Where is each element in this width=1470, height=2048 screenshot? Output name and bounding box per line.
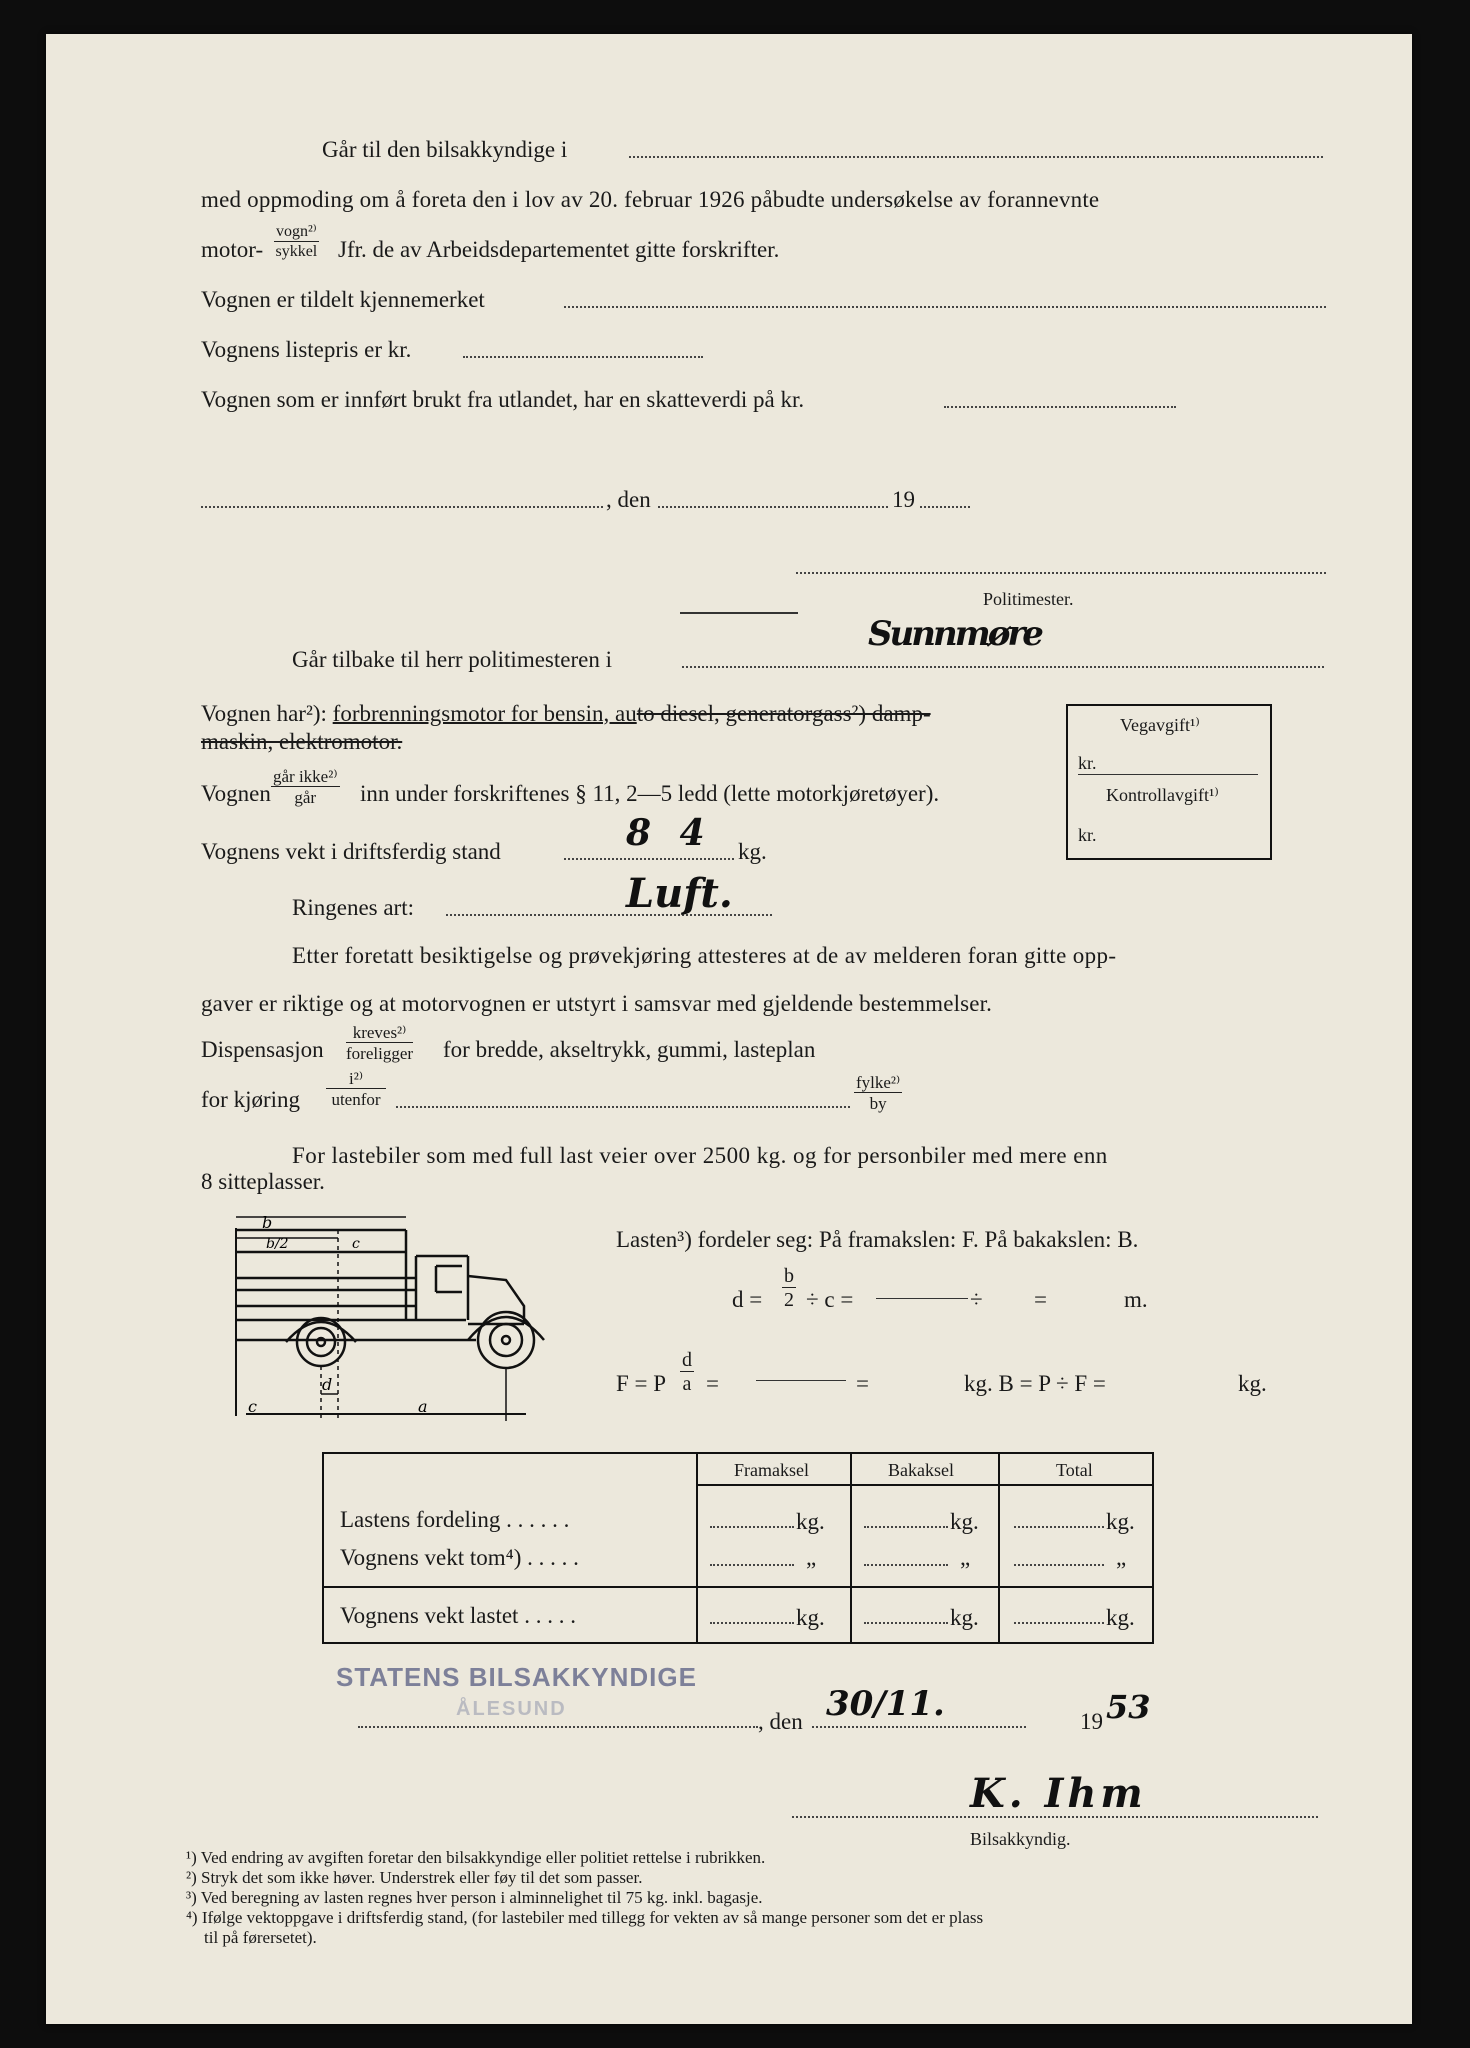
fylke-frac-num: fylke²⁾: [856, 1073, 901, 1092]
signoff-place-field[interactable]: [358, 1726, 758, 1728]
truck-label-d: d: [322, 1375, 333, 1394]
row-divider: [324, 1586, 1152, 1588]
cell-1-1[interactable]: [864, 1564, 948, 1566]
fylke-frac-den: by: [869, 1094, 887, 1113]
truck-label-c2: c: [248, 1397, 257, 1416]
kjennemerke-field[interactable]: [564, 306, 1326, 308]
cell-1-0[interactable]: [710, 1564, 794, 1566]
handwritten-place: Sunnmøre: [868, 614, 1041, 654]
dispensasjon-label: Dispensasjon: [201, 1037, 324, 1062]
return-label: Går tilbake til herr politimesteren i: [292, 647, 612, 672]
b-half-fraction: [782, 1266, 796, 1310]
eq-sign: =: [1034, 1287, 1047, 1312]
kg-b-eq: kg. B = P ÷ F =: [964, 1371, 1106, 1396]
row-label-vekt-tom: Vognens vekt tom⁴) . . . . .: [340, 1545, 579, 1570]
return-place-field[interactable]: [682, 666, 1324, 668]
footnote-1: ¹) Ved endring av avgiften foretar den bilsakkyndige eller politiet rettelse i rubrikken.: [186, 1848, 766, 1867]
d-calc-field1[interactable]: [876, 1298, 968, 1299]
cell-unit-2-2: kg.: [1106, 1605, 1135, 1630]
weight-table: [322, 1452, 1154, 1644]
b-num: b: [784, 1265, 794, 1287]
cell-2-1[interactable]: [864, 1622, 948, 1624]
signoff-year-hw: 53: [1106, 1688, 1151, 1726]
col-divider-2: [850, 1454, 852, 1642]
attest-line1: Etter foretatt besiktigelse og prøvekjøring attesteres at de av melderen foran gitte opp-: [292, 943, 1117, 968]
header-line3-rest: Jfr. de av Arbeidsdepartementet gitte forskrifter.: [338, 237, 780, 262]
politimester-signature-field[interactable]: [796, 572, 1326, 574]
kjennemerke-label: Vognen er tildelt kjennemerket: [201, 287, 485, 312]
m-unit: m.: [1124, 1287, 1148, 1312]
frac-den: sykkel: [275, 243, 318, 260]
cell-unit-0-0: kg.: [796, 1509, 825, 1534]
section-divider: [680, 612, 798, 614]
cell-0-1[interactable]: [864, 1526, 948, 1528]
skatteverdi-label: Vognen som er innført brukt fra utlandet, har en skatteverdi på kr.: [201, 387, 805, 412]
signoff-year-prefix: 19: [1080, 1709, 1103, 1734]
vekt-value: 8 4: [626, 812, 713, 854]
footnote-3: ³) Ved beregning av lasten regnes hver person i alminnelighet til 75 kg. inkl. bagasje.: [186, 1888, 763, 1907]
kjoring-frac-den: utenfor: [331, 1090, 381, 1109]
ringer-label: Ringenes art:: [292, 895, 414, 920]
col-header-total: Total: [1056, 1460, 1093, 1480]
disp-frac-den: foreligger: [346, 1044, 414, 1063]
truck-label-b: b: [262, 1216, 273, 1232]
eq2-sign: =: [706, 1371, 719, 1396]
police-place-field[interactable]: [201, 506, 603, 508]
eq3-sign: =: [856, 1371, 869, 1396]
police-year-field[interactable]: [920, 506, 970, 508]
police-den-label: , den: [606, 487, 651, 512]
engine-prefix: Vognen har²):: [201, 701, 333, 726]
skatteverdi-field[interactable]: [944, 406, 1176, 408]
cell-unit-1-2: „: [1116, 1545, 1127, 1570]
minus-c: ÷ c =: [806, 1287, 854, 1312]
form-page: [46, 34, 1412, 2024]
kg-end: kg.: [1238, 1371, 1267, 1396]
row-label-lastens-fordeling: Lastens fordeling . . . . . .: [340, 1507, 570, 1532]
engine-struck: to diesel, generatorgass²) damp-: [636, 701, 931, 726]
d-over-a-fraction: [680, 1350, 694, 1394]
kjoring-field[interactable]: [396, 1106, 850, 1108]
cell-1-2[interactable]: [1014, 1564, 1104, 1566]
cell-2-0[interactable]: [710, 1622, 794, 1624]
listepris-field[interactable]: [463, 356, 703, 358]
kjoring-label: for kjøring: [201, 1087, 301, 1112]
engine-line1: [201, 702, 931, 725]
disp-frac-num: kreves²⁾: [346, 1024, 413, 1043]
footnote-4-cont: til på førersetet).: [204, 1928, 317, 1947]
cell-unit-2-1: kg.: [950, 1605, 979, 1630]
vegavgift-kr: kr.: [1078, 753, 1097, 773]
bilsakkyndig-signature: K. Ihm: [970, 1770, 1147, 1817]
signoff-date-hw: 30/11.: [826, 1684, 945, 1724]
col-header-framaksel: Framaksel: [734, 1460, 809, 1480]
lette-frac-den: går: [294, 788, 317, 807]
politimester-caption: Politimester.: [983, 589, 1074, 609]
b-den: 2: [784, 1289, 794, 1311]
cell-unit-1-0: „: [806, 1545, 817, 1570]
a-den: a: [682, 1373, 692, 1395]
lette-frac-num: går ikke²⁾: [273, 767, 338, 786]
truck-label-c: c: [352, 1236, 360, 1252]
cell-unit-0-2: kg.: [1106, 1509, 1135, 1534]
lette-fraction: [271, 768, 340, 806]
header-divider: [696, 1484, 1152, 1486]
dispensasjon-rest: for bredde, akseltrykk, gummi, lasteplan: [443, 1037, 816, 1062]
row-label-vekt-lastet: Vognens vekt lastet . . . . .: [340, 1603, 576, 1628]
div-sign: ÷: [970, 1287, 983, 1312]
kontrollavgift-kr: kr.: [1078, 825, 1097, 845]
police-year-prefix: 19: [892, 487, 915, 512]
col-divider-3: [998, 1454, 1000, 1642]
truck-label-b2: b/2: [266, 1236, 289, 1252]
fees-box: [1066, 704, 1272, 860]
listepris-label: Vognens listepris er kr.: [201, 337, 412, 362]
col-divider-1: [696, 1454, 698, 1642]
lette-prefix: Vognen: [201, 781, 271, 806]
cell-0-2[interactable]: [1014, 1526, 1104, 1528]
police-date-field[interactable]: [658, 506, 888, 508]
header-line3-motor: motor-: [201, 237, 264, 262]
cell-2-2[interactable]: [1014, 1622, 1104, 1624]
signoff-date-field[interactable]: [812, 1726, 1026, 1728]
lette-rest: inn under forskriftenes § 11, 2—5 ledd (lette motorkjøretøyer).: [360, 781, 940, 806]
vegavgift-label: Vegavgift¹⁾: [1120, 715, 1200, 735]
dispensasjon-fraction: [346, 1024, 413, 1062]
bilsakkyndig-caption: Bilsakkyndig.: [970, 1829, 1071, 1849]
cell-unit-2-0: kg.: [796, 1605, 825, 1630]
f-calc-field[interactable]: [756, 1380, 846, 1381]
footnote-4: ⁴) Ifølge vektoppgave i driftsferdig stand, (for lastebiler med tillegg for vekten av så mange personer som det er plass: [186, 1908, 984, 1927]
kjoring-fraction: [326, 1070, 386, 1108]
ringer-value: Luft.: [626, 870, 733, 917]
cell-0-0[interactable]: [710, 1526, 794, 1528]
engine-underlined: forbrenningsmotor for bensin, au: [332, 701, 637, 726]
col-header-bakaksel: Bakaksel: [888, 1460, 954, 1480]
stamp-line2: ÅLESUND: [456, 1698, 567, 1720]
engine-line2: maskin, elektromotor.: [201, 729, 403, 754]
truck-label-a: a: [418, 1397, 428, 1416]
header-line2: med oppmoding om å foreta den i lov av 20. februar 1926 påbudte undersøkelse av forannevnte: [201, 187, 1100, 212]
cell-unit-1-1: „: [960, 1545, 971, 1570]
vekt-unit: kg.: [738, 839, 767, 864]
header-line1: Går til den bilsakkyndige i: [322, 137, 568, 162]
attest-line2: gaver er riktige og at motorvognen er utstyrt i samsvar med gjeldende bestemmelser.: [201, 991, 993, 1016]
signoff-den: , den: [758, 1709, 803, 1734]
vegavgift-field[interactable]: [1078, 774, 1258, 775]
vekt-field[interactable]: [564, 858, 734, 860]
lastebiler-line2: 8 sitteplasser.: [201, 1169, 325, 1194]
f-eq: F = P: [616, 1371, 667, 1396]
fylke-fraction: [854, 1074, 902, 1112]
vekt-label: Vognens vekt i driftsferdig stand: [201, 839, 501, 864]
d-num: d: [682, 1349, 692, 1371]
truck-diagram: [206, 1216, 576, 1428]
lasten-line: Lasten³) fordeler seg: På framakslen: F. På bakakslen: B.: [616, 1227, 1139, 1252]
kjoring-frac-num: i²⁾: [326, 1070, 386, 1089]
lastebiler-line1: For lastebiler som med full last veier over 2500 kg. og for personbiler med mere enn: [292, 1143, 1108, 1168]
frac-num: vogn²⁾: [276, 223, 317, 240]
kontrollavgift-label: Kontrollavgift¹⁾: [1106, 785, 1219, 805]
motor-type-fraction: [274, 224, 319, 260]
bilsakkyndig-place-field[interactable]: [629, 156, 1323, 158]
cell-unit-0-1: kg.: [950, 1509, 979, 1534]
d-eq: d =: [732, 1287, 763, 1312]
footnote-2: ²) Stryk det som ikke høver. Understrek eller føy til det som passer.: [186, 1868, 643, 1887]
stamp-line1: STATENS BILSAKKYNDIGE: [336, 1662, 697, 1692]
